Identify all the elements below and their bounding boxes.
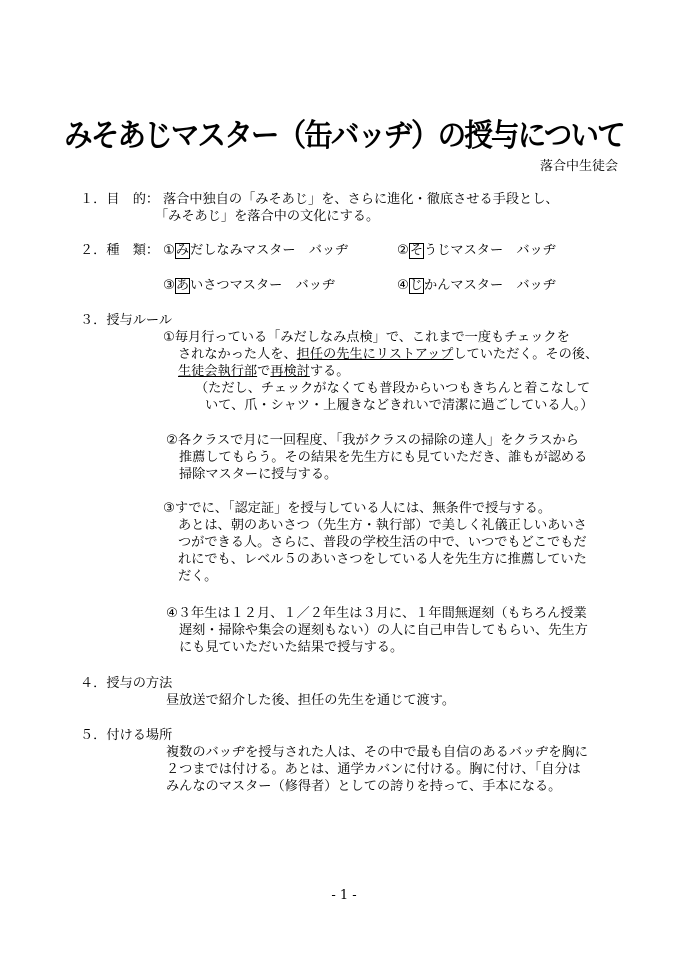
rule-4-line-2: 遅刻・掃除や集会の遅刻もない）の人に自己申告してもらい、先生方: [179, 623, 588, 638]
type-item-2-boxed: そ: [409, 243, 424, 258]
section-5-line-3: みんなのマスター（修得者）としての誇りを持って、手本になる。: [166, 779, 562, 794]
rule-3-line-5: だく。: [178, 569, 218, 584]
section-2-heading: ２．種 類：: [80, 243, 160, 258]
type-item-1-number: ①: [163, 243, 175, 258]
rule-1-underlined-review: 再検討: [270, 364, 310, 379]
section-1-line-2: 「みそあじ」を落合中の文化にする。: [155, 209, 380, 224]
rule-3-line-4: れにでも、レベル５のあいさつをしている人を先生方に推薦していた: [178, 552, 587, 567]
type-item-2: [397, 242, 556, 259]
section-1-heading: １．目 的：: [80, 192, 160, 207]
section-5-heading: ５．付ける場所: [80, 728, 173, 743]
rule-1-line-4: （ただし、チェックがなくても普段からいつもきちんと着こなして: [195, 381, 591, 396]
rule-1-line-2: [178, 346, 598, 363]
type-item-3-boxed: あ: [175, 278, 190, 293]
type-item-3: [163, 277, 335, 294]
rule-1-underlined-executive: 生徒会執行部: [178, 364, 258, 379]
type-item-4-number: ④: [397, 278, 409, 293]
rule-4-line-3: にも見ていただいた結果で授与する。: [179, 640, 404, 655]
type-item-3-label: いさつマスター バッヂ: [190, 278, 336, 293]
rule-1-line-2-b: していただく。その後、: [453, 347, 599, 362]
rule-1-line-3-b: する。: [309, 364, 350, 379]
type-item-4-boxed: じ: [409, 278, 424, 293]
type-item-2-label: うじマスター バッヂ: [424, 243, 556, 258]
section-1-line-1: 落合中独自の「みそあじ」を、さらに進化・徹底させる手段とし、: [163, 192, 559, 207]
type-item-4-label: かんマスター バッヂ: [424, 278, 556, 293]
rule-1-line-1: ①毎月行っている「みだしなみ点検」で、これまで一度もチェックを: [163, 330, 570, 345]
rule-1-line-2-a: されなかった人を、: [178, 347, 297, 362]
type-item-1: [163, 242, 348, 259]
type-item-3-number: ③: [163, 278, 175, 293]
section-4-line-1: 昼放送で紹介した後、担任の先生を通じて渡す。: [166, 693, 456, 708]
rule-1-line-3: [178, 363, 349, 380]
type-item-1-label: だしなみマスター バッヂ: [190, 243, 349, 258]
type-item-2-number: ②: [397, 243, 409, 258]
page-title: みそあじマスター（缶バッヂ）の授与について: [64, 118, 624, 154]
organization-name: 落合中生徒会: [539, 159, 618, 174]
rule-1-line-5: いて、爪・シャツ・上履きなどきれいで清潔に過ごしている人。）: [205, 398, 594, 413]
section-3-heading: ３．授与ルール: [80, 313, 173, 328]
section-4-heading: ４．授与の方法: [80, 676, 173, 691]
rule-2-line-1: ②各クラスで月に一回程度、「我がクラスの掃除の達人」をクラスから: [166, 433, 579, 448]
rule-4-line-1: ④３年生は１２月、１／２年生は３月に、１年間無遅刻（もちろん授業: [166, 606, 587, 621]
rule-1-underlined-list-up: 担任の先生にリストアップ: [296, 347, 454, 362]
rule-1-line-3-a: で: [257, 364, 271, 379]
section-5-line-2: ２つまでは付ける。あとは、通学カバンに付ける。胸に付け、「自分は: [166, 762, 581, 777]
rule-3-line-2: あとは、朝のあいさつ（先生方・執行部）で美しく礼儀正しいあいさ: [178, 518, 587, 533]
rule-2-line-3: 掃除マスターに授与する。: [179, 467, 338, 482]
type-item-1-boxed: み: [175, 243, 190, 258]
type-item-4: [397, 277, 556, 294]
page-number: - 1 -: [331, 888, 357, 903]
rule-3-line-1: ③すでに、「認定証」を授与している人には、無条件で授与する。: [163, 501, 552, 516]
section-5-line-1: 複数のバッヂを授与された人は、その中で最も自信のあるバッヂを胸に: [166, 745, 588, 760]
rule-2-line-2: 推薦してもらう。その結果を先生方にも見ていただき、誰もが認める: [179, 450, 588, 465]
rule-3-line-3: つができる人。さらに、普段の学校生活の中で、いつでもどこでもだ: [178, 535, 587, 550]
